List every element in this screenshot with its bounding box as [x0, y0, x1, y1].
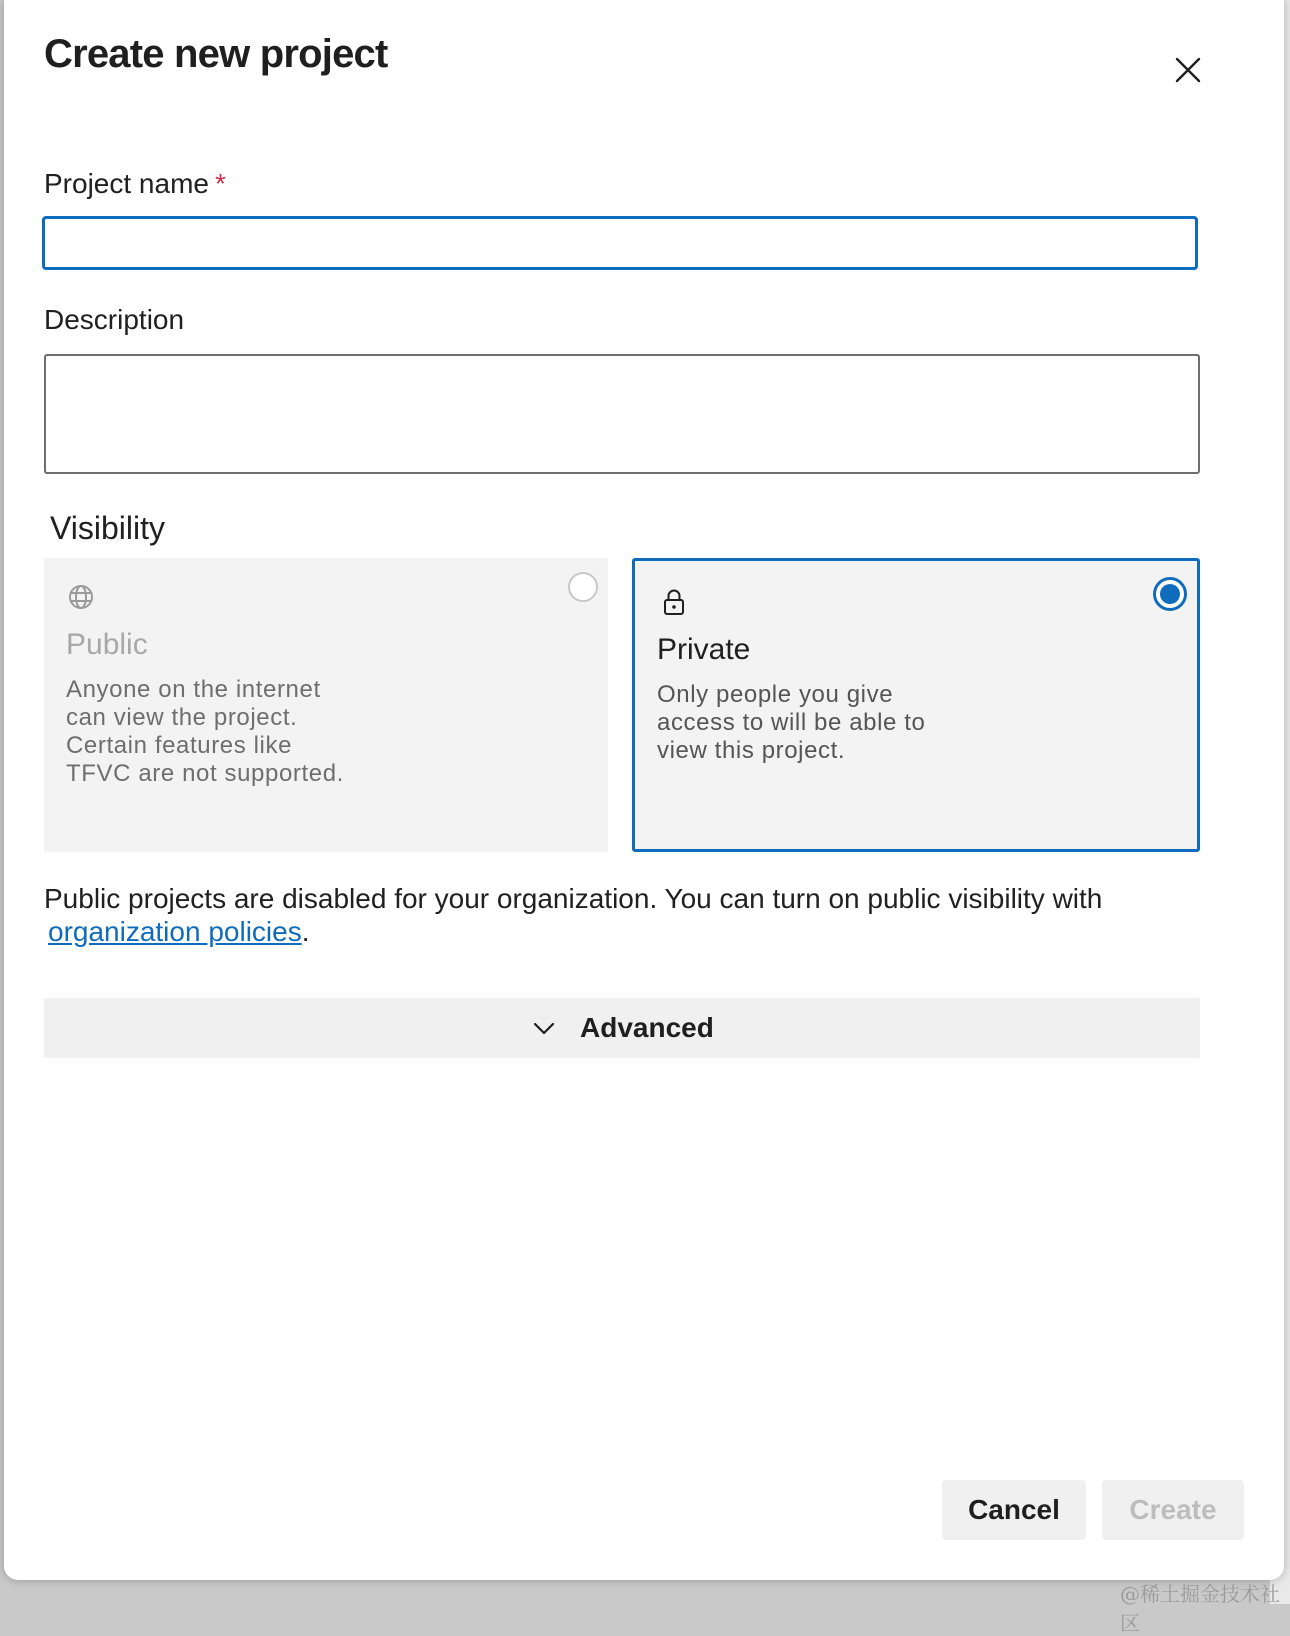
required-marker: *	[214, 168, 226, 199]
visibility-label: Visibility	[50, 510, 165, 546]
private-title: Private	[657, 633, 751, 666]
close-button[interactable]	[1170, 52, 1206, 88]
visibility-option-public	[44, 558, 608, 852]
private-radio[interactable]	[1153, 577, 1187, 611]
public-title: Public	[66, 628, 148, 661]
advanced-label: Advanced	[580, 1012, 714, 1043]
description-input[interactable]	[44, 354, 1200, 474]
notice-text: Public projects are disabled for your organization. You can turn on public visibility with	[44, 883, 1103, 914]
create-project-dialog	[4, 0, 1284, 1580]
watermark: @稀土掘金技术社区	[1120, 1582, 1280, 1635]
cancel-button[interactable]: Cancel	[942, 1480, 1086, 1540]
description-label: Description	[44, 304, 185, 335]
public-description: Anyone on the internet can view the project. Certain features like TFVC are not supported.	[66, 676, 344, 787]
project-name-input[interactable]	[42, 216, 1198, 270]
dialog-title: Create new project	[44, 32, 388, 76]
private-description: Only people you give access to will be able to view this project.	[657, 681, 926, 764]
public-radio	[568, 572, 598, 602]
project-name-label-text: Project name	[44, 168, 209, 199]
project-name-label	[44, 168, 226, 200]
visibility-option-private[interactable]	[632, 558, 1200, 852]
organization-policies-link[interactable]: organization policies	[48, 916, 302, 947]
advanced-toggle[interactable]	[44, 998, 1200, 1058]
notice-suffix: .	[301, 916, 310, 947]
create-button[interactable]: Create	[1102, 1480, 1244, 1540]
globe-icon	[66, 582, 96, 612]
radio-dot	[1160, 584, 1180, 604]
chevron-down-icon	[532, 1018, 556, 1038]
lock-icon	[661, 587, 687, 617]
visibility-notice	[44, 882, 1224, 948]
close-icon	[1170, 52, 1206, 88]
